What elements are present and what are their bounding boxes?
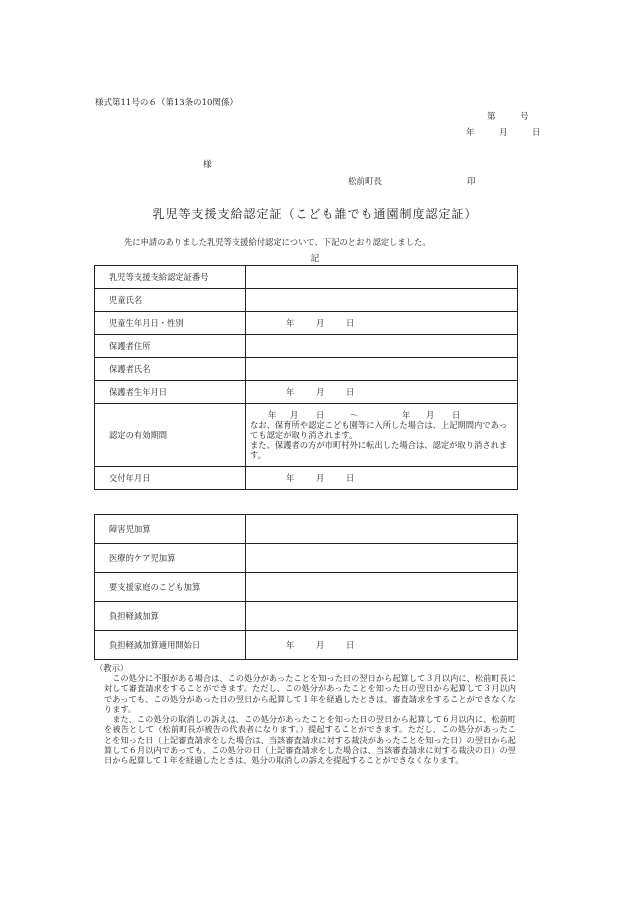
form-number: 様式第11号の６（第13条の10関係） [95,98,238,108]
guardian-birthdate-field [246,381,518,404]
table-row [95,266,518,289]
guardian-name-field [246,358,518,381]
table-row [95,381,518,404]
issuer-name: 松前町長 [348,177,383,187]
issue-date-field [246,467,518,490]
certificate-number-label: 乳児等支援支給認定証番号 [95,266,246,289]
year-unit: 年 [286,387,295,397]
ki-marker: 記 [310,254,320,264]
end-month-unit: 月 [426,410,435,420]
burden-reduction-field [246,602,518,631]
start-month-unit: 月 [290,410,299,420]
medical-care-addition-label: 医療的ケア児加算 [95,544,246,573]
table-row [95,358,518,381]
medical-care-addition-field [246,544,518,573]
table-row [95,289,518,312]
disability-addition-field [246,515,518,544]
year-unit: 年 [286,318,295,328]
child-birthdate-label: 児童生年月日・性別 [95,312,246,335]
intro-text: 先に申請のありました乳児等支援給付認定について、下記のとおり認定しました。 [124,237,431,247]
day-unit: 日 [346,387,355,397]
guardian-name-label: 保護者氏名 [95,358,246,381]
table-row [95,404,518,467]
support-family-addition-label: 要支援家庭のこども加算 [95,573,246,602]
month-unit: 月 [316,473,325,483]
certificate-number-label: 第 号 [487,112,537,122]
range-tilde: ～ [350,410,359,420]
notice-heading: （教示） [95,663,129,673]
issue-date-label: 年 月 日 [466,128,549,138]
seal-mark: 印 [467,177,476,187]
day-unit: 日 [346,640,355,650]
additions-table [94,514,518,660]
start-day-unit: 日 [316,410,325,420]
day-unit: 日 [346,473,355,483]
day-unit: 日 [346,318,355,328]
issue-date-row-label: 交付年月日 [95,467,246,490]
appeal-notice [104,673,516,766]
validity-period-label: 認定の有効期間 [95,404,246,467]
cancellation-note-relocation: また、保護者の方が市町村外に転出した場合は、認定が取り消されます。 [250,440,508,460]
table-row [95,312,518,335]
guardian-address-label: 保護者住所 [95,335,246,358]
table-row [95,515,518,544]
notice-paragraph-lawsuit: また、この処分の取消しの訴えは、この処分があったことを知った日の翌日から起算して６月以内に、松前町を被告として（松前町長が被告の代表者になります。）提起することができます。ただし、この処分があったことを知った日（上記審査請求をした場合は、当該審査請求に対する裁決があったことを知った日）の翌日から起算して６月以内であっても、この処分の日（上記審査請求をした場合は、当該審査請求に対する裁決の日）の翌日から起算して１年を経過したときは、処分の取消しの訴えを提起することができなくなります。 [104,714,516,766]
table-row [95,544,518,573]
month-unit: 月 [316,640,325,650]
table-row [95,335,518,358]
year-unit: 年 [286,473,295,483]
guardian-birthdate-label: 保護者生年月日 [95,381,246,404]
end-year-unit: 年 [402,410,411,420]
disability-addition-label: 障害児加算 [95,515,246,544]
validity-range [246,410,517,420]
certificate-table [94,265,518,490]
burden-reduction-start-label: 負担軽減加算適用開始日 [95,631,246,660]
table-row [95,631,518,660]
start-year-unit: 年 [268,410,277,420]
table-row [95,467,518,490]
month-unit: 月 [316,387,325,397]
end-day-unit: 日 [452,410,461,420]
child-name-label: 児童氏名 [95,289,246,312]
support-family-addition-field [246,573,518,602]
child-birthdate-field [246,312,518,335]
table-row [95,602,518,631]
document-title: 乳児等支援支給認定証（こども誰でも通園制度認定証） [152,207,478,221]
month-unit: 月 [316,318,325,328]
certificate-number-field [246,266,518,289]
validity-period-field [246,404,518,467]
year-unit: 年 [286,640,295,650]
table-row [95,573,518,602]
notice-paragraph-review: この処分に不服がある場合は、この処分があったことを知った日の翌日から起算して３月以内に、松前町長に対して審査請求をすることができます。ただし、この処分があったことを知った日の翌日から起算して３月以内であっても、この処分があった日の翌日から起算して１年を経過したときは、審査請求をすることができなくなります。 [104,673,516,714]
recipient-honorific: 様 [203,160,212,170]
guardian-address-field [246,335,518,358]
burden-reduction-start-field [246,631,518,660]
burden-reduction-label: 負担軽減加算 [95,602,246,631]
cancellation-note-nursery: なお、保育所や認定こども園等に入所した場合は、上記期間内であっても認定が取り消されます。 [250,420,508,440]
child-name-field [246,289,518,312]
